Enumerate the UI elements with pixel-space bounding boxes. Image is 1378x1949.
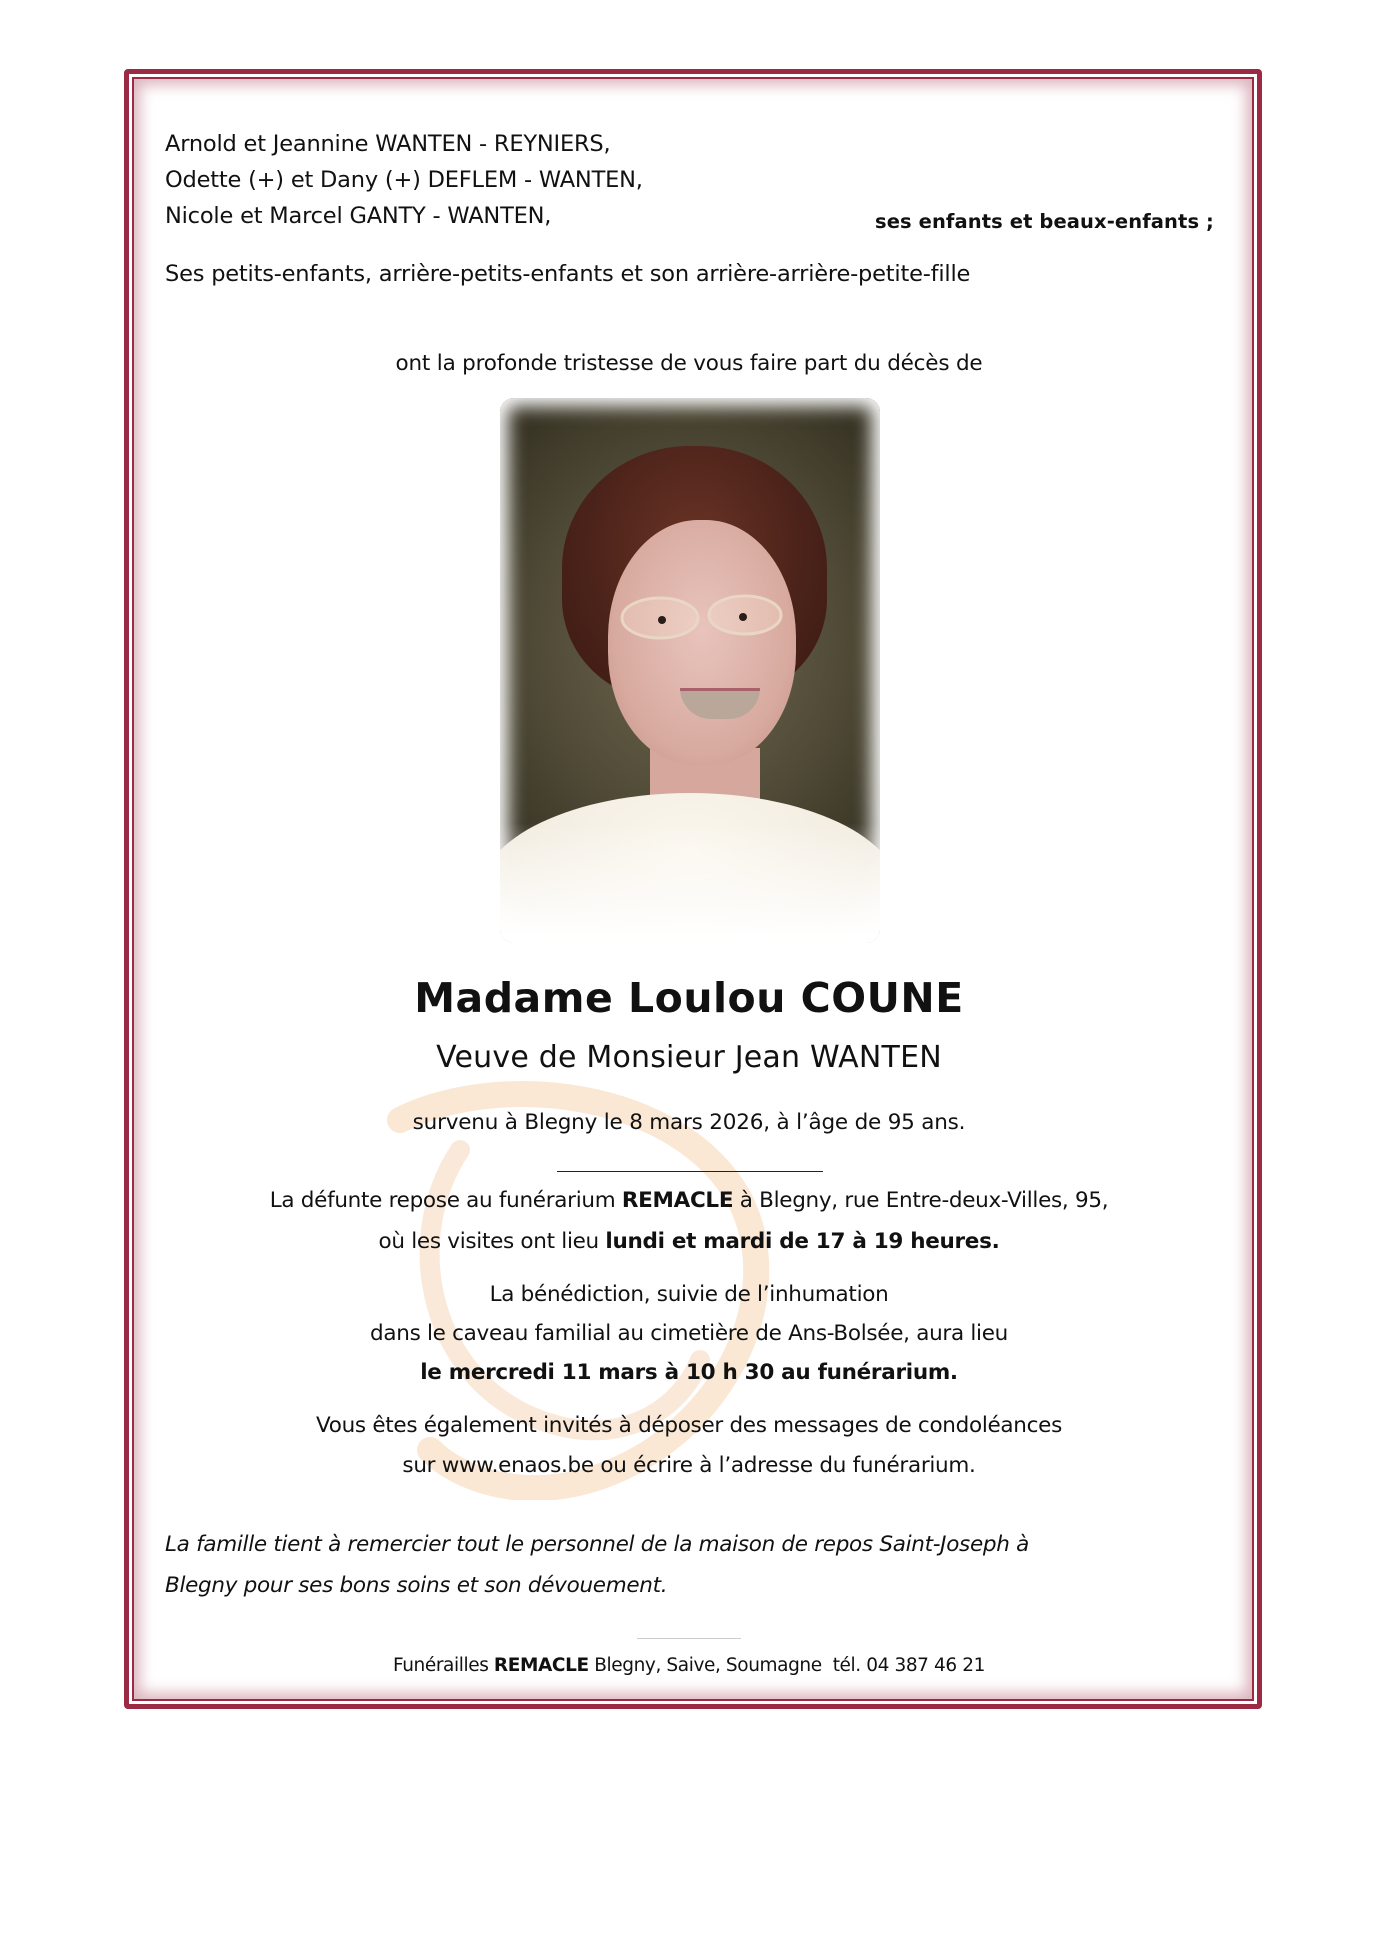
- footer-divider: [637, 1638, 741, 1639]
- ceremony-line-2: dans le caveau familial au cimetière de Ans-Bolsée, aura lieu: [370, 1321, 1008, 1346]
- footer-pre: Funérailles: [392, 1655, 494, 1676]
- footer-post: Blegny, Saive, Soumagne tél. 04 387 46 21: [588, 1655, 985, 1676]
- thanks-line-2: Blegny pour ses bons soins et son dévouement.: [165, 1573, 668, 1598]
- condolences-line-2: sur www.enaos.be ou écrire à l’adresse du funérarium.: [402, 1453, 976, 1478]
- rest-line-1-post: à Blegny, rue Entre-deux-Villes, 95,: [733, 1188, 1109, 1213]
- family-relation: ses enfants et beaux-enfants ;: [875, 210, 1214, 233]
- deceased-name: Madame Loulou COUNE: [414, 974, 964, 1022]
- funeral-home-name: REMACLE: [621, 1188, 734, 1213]
- ceremony-datetime: [0, 1362, 1378, 1384]
- portrait-photo: [500, 398, 880, 943]
- rest-line-1: [0, 1190, 1378, 1212]
- rest-line-1-pre: La défunte repose au funérarium: [269, 1188, 622, 1213]
- widow-of: Veuve de Monsieur Jean WANTEN: [436, 1040, 942, 1075]
- family-line-1: Arnold et Jeannine WANTEN - REYNIERS,: [165, 131, 611, 157]
- death-info: survenu à Blegny le 8 mars 2026, à l’âge de 95 ans.: [412, 1110, 966, 1135]
- family-line-3: Nicole et Marcel GANTY - WANTEN,: [165, 203, 552, 229]
- family-line-2: Odette (+) et Dany (+) DEFLEM - WANTEN,: [165, 167, 643, 193]
- rest-line-2: [0, 1231, 1378, 1253]
- visiting-hours: lundi et mardi de 17 à 19 heures.: [605, 1229, 1000, 1254]
- thanks-line-1: La famille tient à remercier tout le personnel de la maison de repos Saint-Joseph à: [165, 1532, 1029, 1557]
- photo-glasses: [615, 593, 795, 643]
- photo-fade: [500, 823, 880, 943]
- condolences-line-1: Vous êtes également invités à déposer des messages de condoléances: [315, 1413, 1062, 1438]
- announcement-intro: ont la profonde tristesse de vous faire part du décès de: [395, 351, 983, 376]
- section-divider: [557, 1171, 823, 1172]
- rest-line-2-pre: où les visites ont lieu: [378, 1229, 606, 1254]
- footer: [0, 1657, 1378, 1676]
- ceremony-line-1: La bénédiction, suivie de l’inhumation: [489, 1282, 889, 1307]
- footer-company: REMACLE: [493, 1655, 589, 1676]
- grandchildren-line: Ses petits-enfants, arrière-petits-enfants et son arrière-arrière-petite-fille: [165, 261, 971, 287]
- ceremony-datetime-text: le mercredi 11 mars à 10 h 30 au funérarium.: [420, 1360, 958, 1385]
